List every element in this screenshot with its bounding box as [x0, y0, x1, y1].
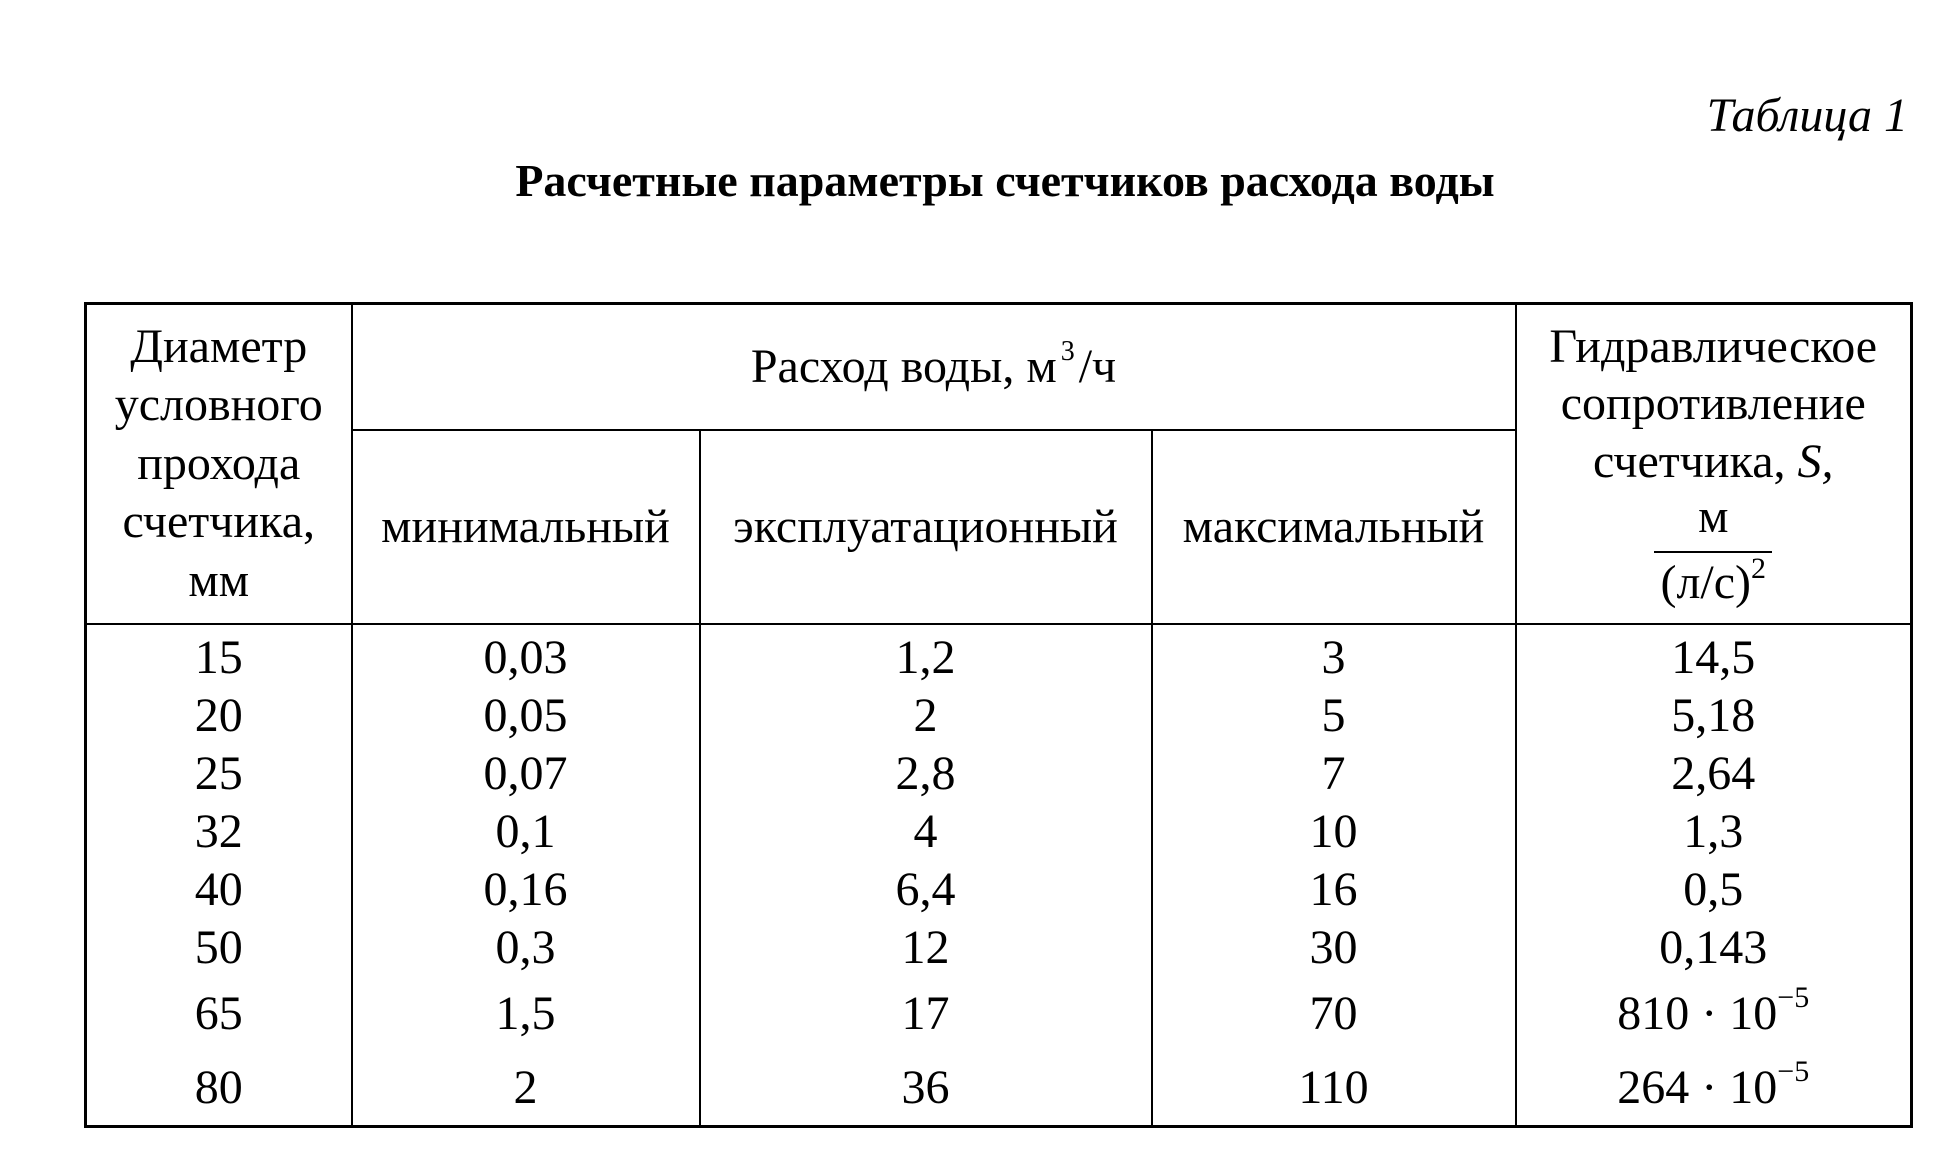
cell-diameter: 20 — [86, 687, 352, 745]
cell-flow-max: 70 — [1152, 977, 1516, 1051]
resistance-mantissa: 810 · 10 — [1617, 987, 1778, 1041]
cell-flow-min: 0,05 — [352, 687, 700, 745]
cell-flow-oper: 17 — [700, 977, 1152, 1051]
cell-diameter: 65 — [86, 977, 352, 1051]
cell-flow-min: 0,1 — [352, 803, 700, 861]
cell-flow-max: 5 — [1152, 687, 1516, 745]
table-title: Расчетные параметры счетчиков расхода воды — [515, 155, 1495, 206]
resistance-exponent: −5 — [1777, 981, 1810, 1015]
cell-resistance: 0,5 — [1516, 861, 1912, 919]
cell-diameter: 80 — [86, 1051, 352, 1127]
resistance-mantissa: 264 · 10 — [1617, 1061, 1778, 1115]
table-body — [86, 624, 1912, 1127]
header-resistance-line: сопротивление — [1560, 377, 1866, 431]
cell-flow-oper: 12 — [700, 919, 1152, 977]
cell-flow-max: 16 — [1152, 861, 1516, 919]
fraction-denominator-text: (л/с) — [1660, 556, 1752, 610]
header-flow-suffix: /ч — [1078, 340, 1117, 394]
cell-flow-max: 110 — [1152, 1051, 1516, 1127]
table-number: Таблица 1 — [1706, 89, 1908, 142]
header-flow-min: минимальный — [352, 430, 700, 624]
table-row — [86, 977, 1912, 1051]
header-diameter-line: условного — [114, 378, 323, 432]
cell-flow-max: 3 — [1152, 624, 1516, 687]
cell-diameter: 25 — [86, 745, 352, 803]
header-row-1 — [86, 304, 1912, 431]
table-header — [86, 304, 1912, 625]
header-diameter-line: мм — [188, 553, 250, 607]
header-flow-group — [352, 304, 1516, 431]
header-flow-oper: эксплуатационный — [700, 430, 1152, 624]
cell-diameter: 50 — [86, 919, 352, 977]
cell-flow-min: 0,16 — [352, 861, 700, 919]
cell-resistance: 14,5 — [1516, 624, 1912, 687]
table-row — [86, 745, 1912, 803]
cell-flow-min: 2 — [352, 1051, 700, 1127]
table-row — [86, 1051, 1912, 1127]
header-diameter-line: счетчика, — [122, 495, 315, 549]
cell-resistance: 2,64 — [1516, 745, 1912, 803]
header-flow-max: максимальный — [1152, 430, 1516, 624]
cell-flow-min: 0,07 — [352, 745, 700, 803]
table-row — [86, 624, 1912, 687]
cell-flow-oper: 2,8 — [700, 745, 1152, 803]
table-row — [86, 803, 1912, 861]
fraction-denominator-sup: 2 — [1751, 552, 1767, 586]
cell-flow-oper: 36 — [700, 1051, 1152, 1127]
cell-flow-oper: 1,2 — [700, 624, 1152, 687]
cell-flow-min: 0,03 — [352, 624, 700, 687]
fraction-numerator: м — [1654, 491, 1772, 554]
cell-flow-oper: 2 — [700, 687, 1152, 745]
cell-flow-max: 10 — [1152, 803, 1516, 861]
cell-flow-min: 0,3 — [352, 919, 700, 977]
cell-diameter: 32 — [86, 803, 352, 861]
cell-flow-oper: 4 — [700, 803, 1152, 861]
cell-diameter: 15 — [86, 624, 352, 687]
cell-flow-min: 1,5 — [352, 977, 700, 1051]
cell-resistance — [1516, 1051, 1912, 1127]
header-diameter-line: Диаметр — [130, 319, 308, 373]
meter-parameters-table — [84, 302, 1913, 1128]
cell-resistance: 0,143 — [1516, 919, 1912, 977]
header-resistance-line: счетчика, — [1593, 435, 1786, 488]
cell-resistance — [1516, 977, 1912, 1051]
header-resistance-line: Гидравлическое — [1549, 319, 1878, 373]
cell-flow-oper: 6,4 — [700, 861, 1152, 919]
table-row — [86, 861, 1912, 919]
header-flow-unit-sup: 3 — [1060, 336, 1075, 368]
header-flow-prefix: Расход воды, м — [750, 340, 1057, 394]
cell-flow-max: 7 — [1152, 745, 1516, 803]
header-resistance — [1516, 304, 1912, 625]
cell-flow-max: 30 — [1152, 919, 1516, 977]
cell-diameter: 40 — [86, 861, 352, 919]
cell-resistance: 5,18 — [1516, 687, 1912, 745]
header-diameter-line: прохода — [137, 436, 301, 490]
table-row — [86, 687, 1912, 745]
cell-resistance: 1,3 — [1516, 803, 1912, 861]
header-resistance-symbol: S, — [1797, 435, 1834, 488]
fraction-denominator — [1654, 553, 1772, 610]
table-row — [86, 919, 1912, 977]
resistance-exponent: −5 — [1777, 1055, 1810, 1089]
header-resistance-unit-fraction — [1654, 491, 1772, 611]
header-diameter — [86, 304, 352, 625]
